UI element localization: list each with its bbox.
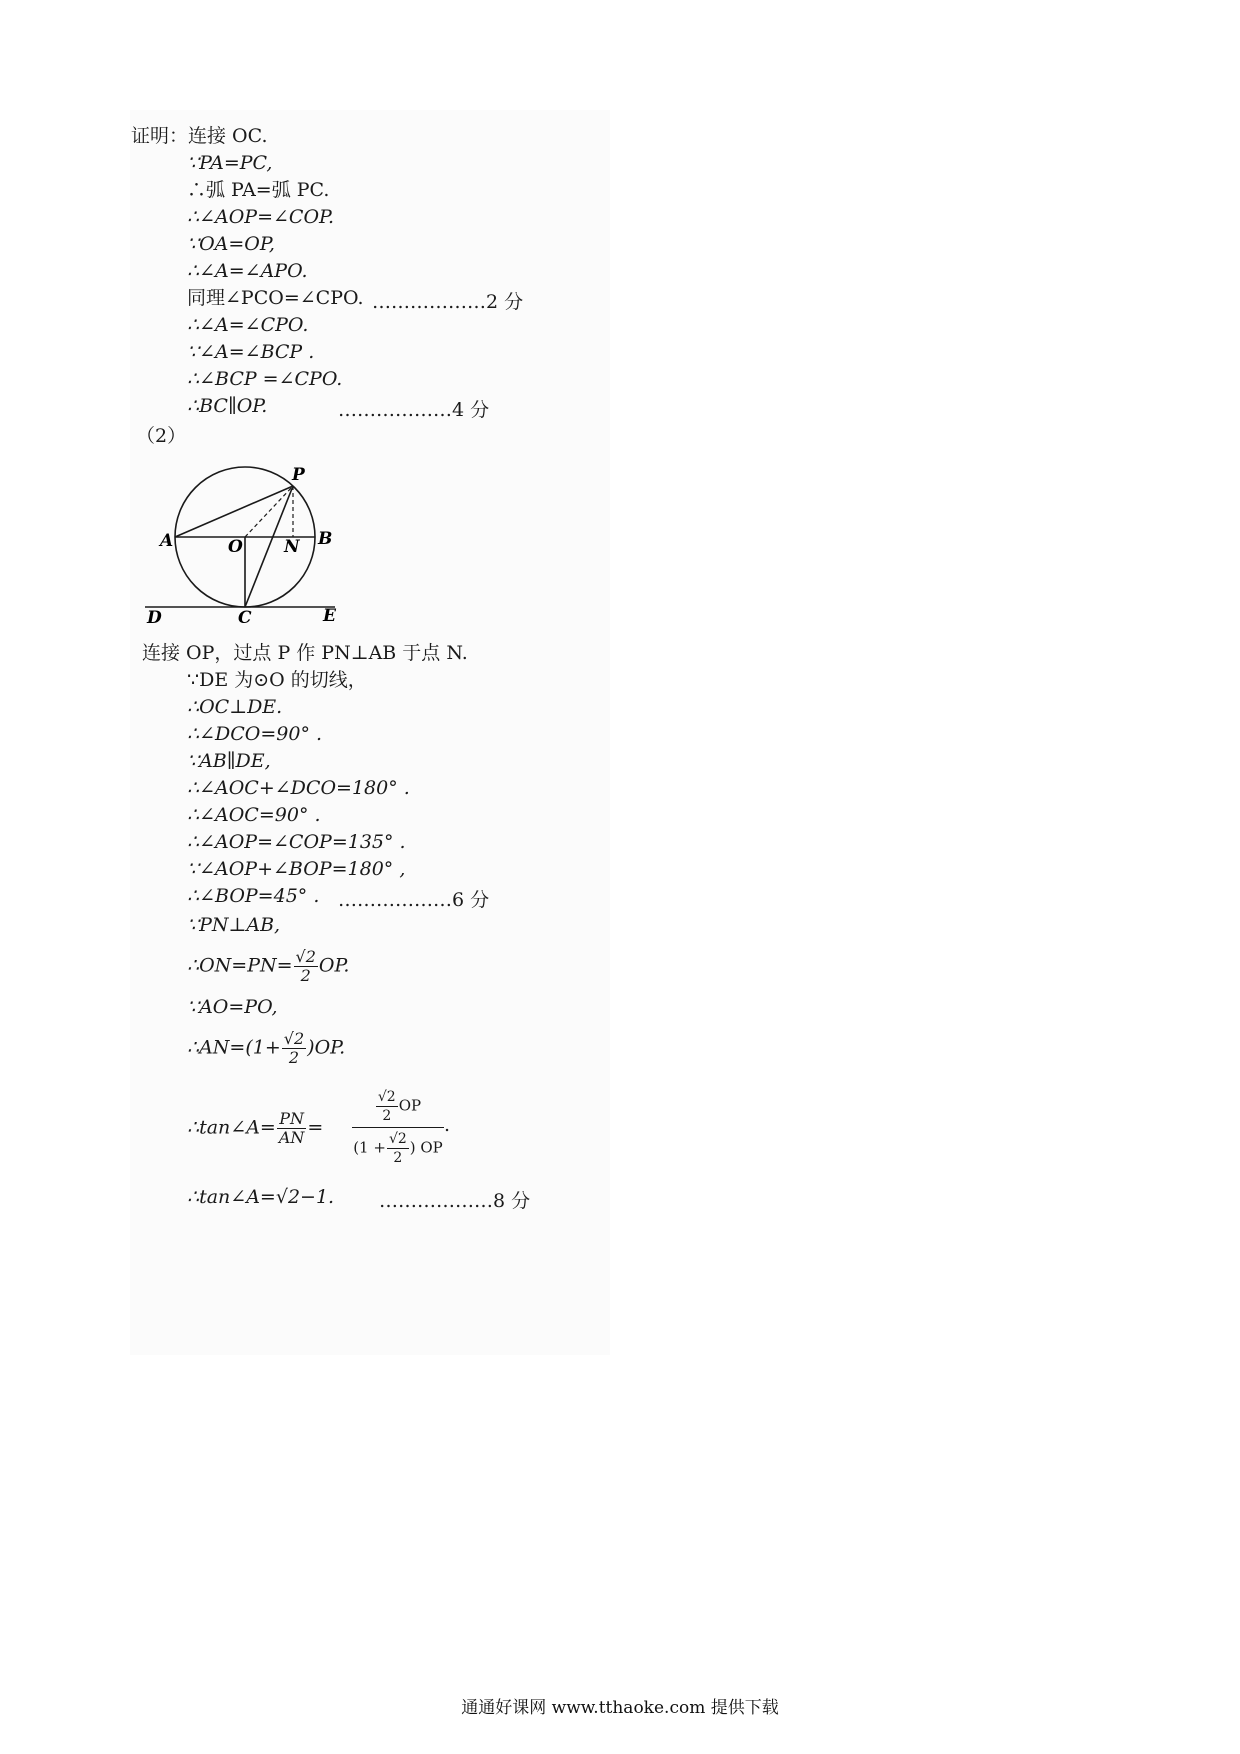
proof-line-final: ∴tan∠A=√2−1. bbox=[187, 1186, 335, 1208]
score-mark: ………………8 分 bbox=[379, 1190, 531, 1212]
score-mark: ………………2 分 bbox=[372, 291, 524, 313]
label-c: C bbox=[238, 608, 252, 628]
label-a: A bbox=[160, 531, 174, 551]
part-label: （2） bbox=[136, 425, 187, 447]
proof-line: ∵OA=OP, bbox=[187, 233, 275, 255]
label-o: O bbox=[228, 537, 243, 557]
label-p: P bbox=[292, 465, 305, 485]
proof-line: ∴∠A=∠APO. bbox=[187, 260, 308, 282]
proof-line: ∵AB∥DE, bbox=[187, 750, 271, 772]
equation-end-dot: . bbox=[444, 1114, 451, 1136]
proof-line: 连接 OP，过点 P 作 PN⊥AB 于点 N. bbox=[142, 642, 468, 664]
equation-tan-big-fraction: $\frac{√2}{2}$ OP (1 + $\frac{√2}{2}$ ) OP bbox=[353, 1089, 443, 1166]
label-e: E bbox=[323, 606, 336, 626]
circle-tangent-figure bbox=[140, 460, 380, 630]
segment-op bbox=[245, 486, 293, 537]
proof-line: ∵DE 为⊙O 的切线， bbox=[187, 669, 367, 691]
proof-line: 同理∠PCO=∠CPO. bbox=[187, 287, 364, 309]
proof-line: ∵PA=PC, bbox=[187, 152, 273, 174]
proof-line: ∵PN⊥AB, bbox=[187, 914, 281, 936]
proof-line: ∵∠AOP+∠BOP=180° , bbox=[187, 858, 406, 880]
proof-line: ∴∠AOP=∠COP. bbox=[187, 206, 335, 228]
proof-line: ∴弧 PA=弧 PC. bbox=[187, 179, 330, 201]
proof-line: ∴∠AOC+∠DCO=180° . bbox=[187, 777, 410, 799]
proof-line: ∴OC⊥DE. bbox=[187, 696, 283, 718]
score-mark: ………………4 分 bbox=[338, 399, 490, 421]
proof-line: ∵∠A=∠BCP . bbox=[187, 341, 315, 363]
proof-line: ∴∠AOC=90° . bbox=[187, 804, 321, 826]
proof-line: ∴∠BCP =∠CPO. bbox=[187, 368, 343, 390]
label-d: D bbox=[147, 608, 162, 628]
equation-on-pn: ∴ON=PN= $\frac{√2}{2}$ OP. bbox=[187, 947, 350, 985]
proof-line: ∵AO=PO, bbox=[187, 996, 278, 1018]
equation-tan-ratio: ∴tan∠A= $\frac{PN}{AN}$ = bbox=[187, 1109, 324, 1147]
label-b: B bbox=[318, 529, 333, 549]
proof-line: ∴BC∥OP. bbox=[187, 395, 268, 417]
proof-line: ∴∠A=∠CPO. bbox=[187, 314, 309, 336]
proof-line: ∴∠AOP=∠COP=135° . bbox=[187, 831, 406, 853]
label-n: N bbox=[284, 537, 300, 557]
equation-an: ∴AN=(1+ $\frac{√2}{2}$ )OP. bbox=[187, 1029, 346, 1067]
score-mark: ………………6 分 bbox=[338, 889, 490, 911]
proof-line: ∴∠BOP=45° . bbox=[187, 885, 320, 907]
proof-line: ∴∠DCO=90° . bbox=[187, 723, 323, 745]
footer-source-note: 通通好课网 www.tthaoke.com 提供下载 bbox=[461, 1698, 779, 1718]
proof-line: 证明：连接 OC. bbox=[131, 125, 268, 147]
